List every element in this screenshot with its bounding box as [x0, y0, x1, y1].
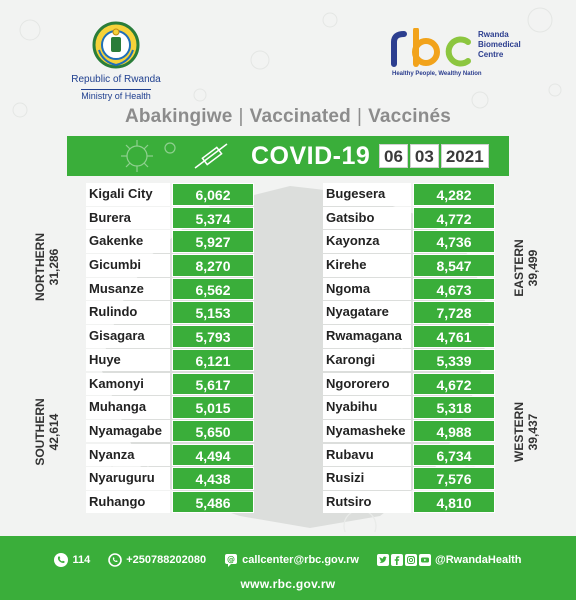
- province-northern: [33, 222, 61, 312]
- district-name: Kamonyi: [86, 373, 170, 396]
- district-name: Nyamasheke: [323, 420, 411, 443]
- vaccinated-count: 7,576: [413, 467, 495, 490]
- district-name: Karongi: [323, 349, 411, 372]
- province-name: WESTERN: [512, 402, 526, 462]
- district-name: Rulindo: [86, 301, 170, 324]
- vaccinated-count: 6,562: [172, 278, 254, 301]
- youtube-icon[interactable]: [419, 554, 431, 566]
- district-name: Ngororero: [323, 373, 411, 396]
- vaccinated-count: 4,438: [172, 467, 254, 490]
- district-row: [86, 373, 258, 396]
- rbc-name-line: Biomedical: [478, 40, 521, 49]
- district-row: [86, 325, 258, 348]
- facebook-icon[interactable]: [391, 554, 403, 566]
- vaccinated-count: 5,153: [172, 301, 254, 324]
- province-southern: [33, 387, 61, 477]
- vaccinated-count: 5,318: [413, 396, 495, 419]
- vaccinated-count: 6,062: [172, 183, 254, 206]
- vaccinated-count: 7,728: [413, 301, 495, 324]
- covid-title: COVID-19: [251, 142, 371, 170]
- whatsapp-number: +250788202080: [126, 554, 207, 566]
- district-name: Gakenke: [86, 230, 170, 253]
- district-row: [86, 183, 258, 206]
- vaccinated-count: 4,761: [413, 325, 495, 348]
- rwanda-seal-icon: [91, 20, 141, 70]
- district-row: [323, 349, 495, 372]
- district-row: [86, 254, 258, 277]
- district-row: [86, 444, 258, 467]
- covid-title-bar: [67, 136, 509, 176]
- contact-bar: [0, 550, 576, 570]
- district-name: Muhanga: [86, 396, 170, 419]
- vaccinated-count: 5,927: [172, 230, 254, 253]
- whatsapp-contact[interactable]: [108, 553, 206, 567]
- district-name: Nyanza: [86, 444, 170, 467]
- province-total: 31,286: [47, 248, 61, 286]
- subtitle-french: Vaccinés: [368, 106, 452, 127]
- district-row: [86, 420, 258, 443]
- district-name: Ngoma: [323, 278, 411, 301]
- vaccinated-count: 4,810: [413, 491, 495, 514]
- svg-text:@: @: [227, 555, 236, 564]
- province-eastern: [512, 223, 540, 313]
- province-western: [512, 387, 540, 477]
- vaccinated-count: 5,015: [172, 396, 254, 419]
- province-name: EASTERN: [512, 239, 526, 297]
- district-row: [86, 230, 258, 253]
- district-name: Kirehe: [323, 254, 411, 277]
- district-row: [86, 467, 258, 490]
- vaccinated-count: 4,672: [413, 373, 495, 396]
- rbc-logo: [388, 28, 538, 80]
- report-date: [379, 144, 491, 168]
- vaccinated-count: 4,673: [413, 278, 495, 301]
- vaccinated-count: 8,270: [172, 254, 254, 277]
- province-total: 39,499: [526, 249, 540, 287]
- vaccinated-count: 8,547: [413, 254, 495, 277]
- district-name: Kayonza: [323, 230, 411, 253]
- social-handle: @RwandaHealth: [434, 554, 522, 566]
- email-address: callcenter@rbc.gov.rw: [242, 554, 359, 566]
- vaccinated-count: 6,734: [413, 444, 495, 467]
- district-row: [323, 325, 495, 348]
- district-row: [86, 396, 258, 419]
- vaccinated-subtitle: [0, 106, 576, 128]
- website-link[interactable]: www.rbc.gov.rw: [240, 577, 336, 591]
- rbc-mark-icon: [388, 28, 474, 68]
- district-name: Nyagatare: [323, 301, 411, 324]
- vaccinated-count: 5,793: [172, 325, 254, 348]
- district-name: Nyaruguru: [86, 467, 170, 490]
- twitter-icon[interactable]: [377, 554, 389, 566]
- ministry-name: Ministry of Health: [81, 91, 151, 101]
- district-name: Gisagara: [86, 325, 170, 348]
- subtitle-english: Vaccinated: [249, 106, 351, 127]
- district-row: [86, 207, 258, 230]
- email-contact[interactable]: [224, 553, 359, 567]
- district-name: Burera: [86, 207, 170, 230]
- vaccinated-count: 5,650: [172, 420, 254, 443]
- district-name: Rubavu: [323, 444, 411, 467]
- district-name: Musanze: [86, 278, 170, 301]
- subtitle-separator: |: [356, 106, 363, 127]
- province-name: SOUTHERN: [33, 398, 47, 466]
- district-name: Rwamagana: [323, 325, 411, 348]
- district-row: [323, 396, 495, 419]
- province-total: 39,437: [526, 413, 540, 451]
- government-logo: [56, 20, 176, 104]
- district-row: [323, 230, 495, 253]
- district-row: [323, 373, 495, 396]
- district-list-left: [86, 183, 258, 515]
- district-row: [323, 467, 495, 490]
- subtitle-kinyarwanda: Abakingiwe: [124, 106, 233, 127]
- district-row: [323, 301, 495, 324]
- vaccinated-count: 6,121: [172, 349, 254, 372]
- district-row: [323, 444, 495, 467]
- date-year: 2021: [441, 144, 489, 168]
- vaccinated-count: 5,374: [172, 207, 254, 230]
- district-name: Rusizi: [323, 467, 411, 490]
- rbc-name-line: Centre: [478, 50, 504, 59]
- district-name: Kigali City: [86, 183, 170, 206]
- subtitle-separator: |: [238, 106, 244, 127]
- government-name: Republic of Rwanda: [71, 74, 161, 85]
- district-name: Ruhango: [86, 491, 170, 514]
- district-row: [323, 278, 495, 301]
- district-name: Gatsibo: [323, 207, 411, 230]
- vaccinated-count: 4,282: [413, 183, 495, 206]
- phone-icon: [54, 553, 68, 567]
- whatsapp-icon: [108, 553, 122, 567]
- email-chat-icon: [224, 553, 238, 567]
- vaccinated-count: 4,736: [413, 230, 495, 253]
- vaccinated-count: 4,988: [413, 420, 495, 443]
- district-name: Bugesera: [323, 183, 411, 206]
- district-row: [323, 420, 495, 443]
- rbc-tagline: Healthy People, Wealthy Nation: [392, 71, 482, 77]
- district-row: [323, 491, 495, 514]
- social-contact[interactable]: [377, 554, 522, 566]
- hotline-contact[interactable]: [54, 553, 90, 567]
- vaccinated-count: 5,486: [172, 491, 254, 514]
- province-total: 42,614: [47, 413, 61, 451]
- vaccinated-count: 4,772: [413, 207, 495, 230]
- district-row: [323, 207, 495, 230]
- district-row: [86, 301, 258, 324]
- rbc-name: [478, 30, 521, 60]
- district-name: Rutsiro: [323, 491, 411, 514]
- vaccinated-count: 4,494: [172, 444, 254, 467]
- date-month: 03: [410, 144, 439, 168]
- instagram-icon[interactable]: [405, 554, 417, 566]
- district-name: Nyamagabe: [86, 420, 170, 443]
- rbc-name-line: Rwanda: [478, 30, 509, 39]
- district-name: Nyabihu: [323, 396, 411, 419]
- vaccinated-count: 5,339: [413, 349, 495, 372]
- virus-syringe-icon: [115, 138, 235, 174]
- district-list-right: [323, 183, 495, 515]
- district-row: [86, 349, 258, 372]
- vaccinated-count: 5,617: [172, 373, 254, 396]
- district-name: Huye: [86, 349, 170, 372]
- district-row: [323, 254, 495, 277]
- district-row: [86, 278, 258, 301]
- district-row: [323, 183, 495, 206]
- district-row: [86, 491, 258, 514]
- hotline-number: 114: [72, 554, 91, 566]
- district-name: Gicumbi: [86, 254, 170, 277]
- date-day: 06: [379, 144, 408, 168]
- footer: [0, 536, 576, 600]
- province-name: NORTHERN: [33, 233, 47, 301]
